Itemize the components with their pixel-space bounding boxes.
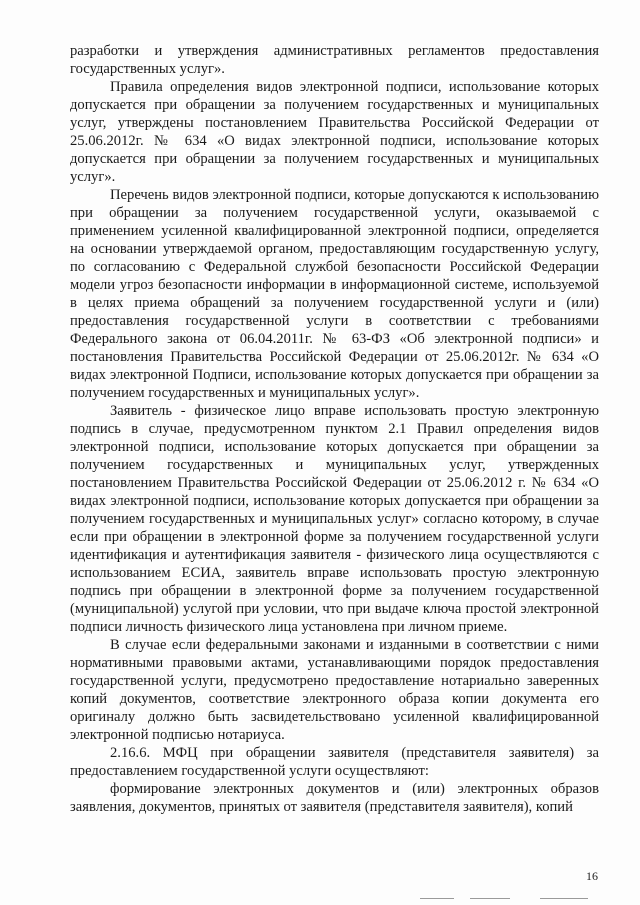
paragraph-forming-documents: формирование электронных документов и (или) электронных образов заявления, документов, принятых от заявителя (представителя заявителя), копий <box>70 781 599 815</box>
footer-rule-right <box>540 898 588 899</box>
paragraph-mfc-section: 2.16.6. МФЦ при обращении заявителя (представителя заявителя) за предоставлением государственной услуги осуществляют: <box>70 745 599 779</box>
page-number: 16 <box>586 869 598 883</box>
paragraph-signature-list: Перечень видов электронной подписи, которые допускаются к использованию при обращении за получением государственной услуги, оказываемой с применением усиленной квалифицированной электронной подписи, определяется на основании утверждаемой органом, предоставляющим государственную услугу, по согласованию с Федеральной службой безопасности Российской Федерации модели угроз безопасности информации в информационной системе, используемой в целях приема обращений за получением государственной услуги и (или) предоставления государственной услуги в соответствии с требованиями Федерального закона от 06.04.2011г. № 63-ФЗ «Об электронной подписи» и постановления Правительства Российской Федерации от 25.06.2012г. № 634 «О видах электронной Подписи, использование которых допускается при обращении за получением государственных и муниципальных услуг». <box>70 187 599 401</box>
document-body <box>70 42 599 816</box>
footer-rule-left <box>420 898 454 899</box>
paragraph-continuation: разработки и утверждения административных регламентов предоставления государственных услуг». <box>70 43 599 77</box>
paragraph-simple-signature: Заявитель - физическое лицо вправе использовать простую электронную подпись в случае, предусмотренном пунктом 2.1 Правил определения видов электронной подписи, использование которых допускается при обращении за получением государственных и муниципальных услуг, утвержденных постановлением Правительства Российской Федерации от 25.06.2012 г. № 634 «О видах электронной подписи, использование которых допускается при обращении за получением государственных и муниципальных услуг» согласно которому, в случае если при обращении в электронной форме за получением государственной услуги идентификация и аутентификация заявителя - физического лица осуществляются с использованием ЕСИА, заявитель вправе использовать простую электронную подпись при обращении в электронной форме за получением государственной (муниципальной) услугой при условии, что при выдаче ключа простой электронной подписи личность физического лица установлена при личном приеме. <box>70 403 599 635</box>
paragraph-signature-rules: Правила определения видов электронной подписи, использование которых допускается при обращении за получением государственных и муниципальных услуг, утверждены постановлением Правительства Российской Федерации от 25.06.2012г. № 634 «О видах электронной подписи, использование которых допускается при обращении за получением государственных и муниципальных услуг». <box>70 79 599 185</box>
paragraph-notary-copies: В случае если федеральными законами и изданными в соответствии с ними нормативными правовыми актами, устанавливающими порядок предоставления государственной услуги, предусмотрено предоставление нотариально заверенных копий документов, соответствие электронного образа копии документа его оригиналу должно быть засвидетельствовано усиленной квалифицированной электронной подписью нотариуса. <box>70 637 599 743</box>
footer-rule-middle <box>470 898 510 899</box>
